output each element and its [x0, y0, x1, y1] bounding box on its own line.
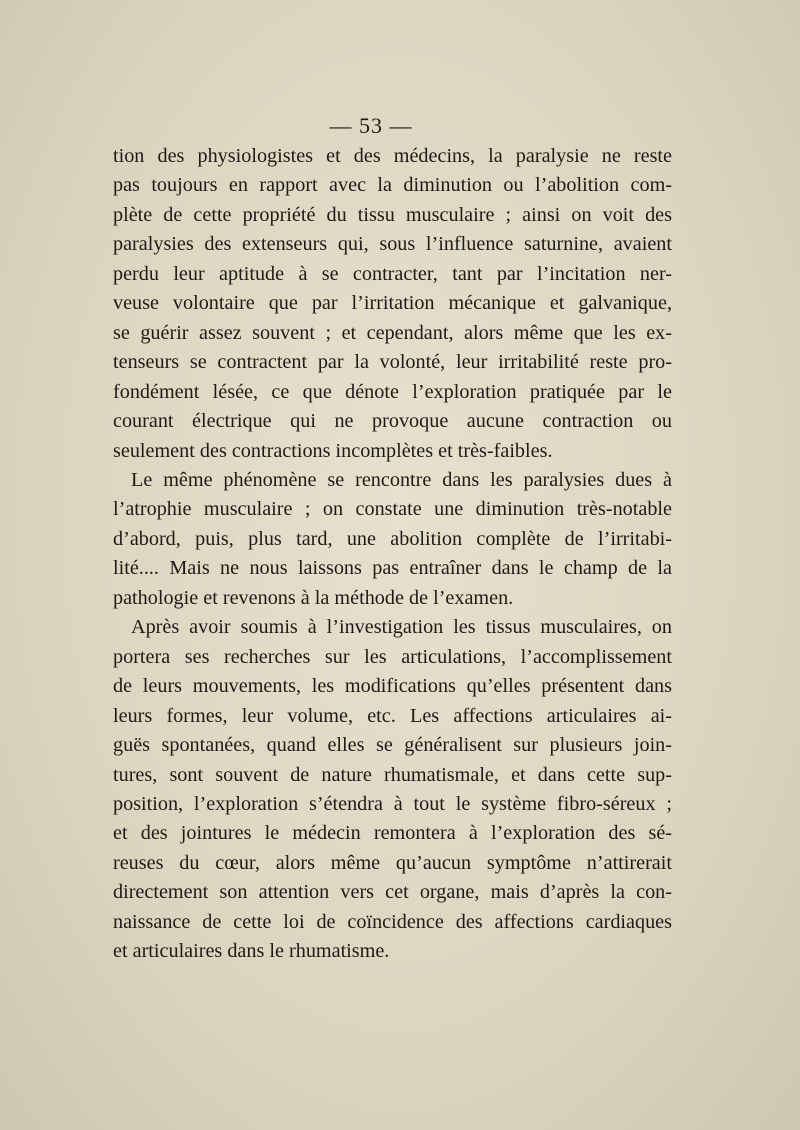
text-line: d’abord, puis, plus tard, une abolition complète de l’irritabi- — [113, 527, 672, 550]
text-line: courant électrique qui ne provoque aucune contraction ou — [113, 410, 672, 433]
text-line: et articulaires dans le rhumatisme. — [113, 940, 390, 963]
text-line: veuse volontaire que par l’irritation mécanique et galvanique, — [113, 292, 672, 315]
text-line: et des jointures le médecin remontera à l’exploration des sé- — [113, 822, 672, 845]
text-line: pas toujours en rapport avec la diminution ou l’abolition com- — [113, 174, 672, 197]
paragraph-3 — [113, 613, 672, 966]
text-line: pathologie et revenons à la méthode de l’examen. — [113, 586, 514, 609]
text-line: tion des physiologistes et des médecins, la paralysie ne reste — [113, 145, 672, 167]
text-line: Le même phénomène se rencontre dans les paralysies dues à — [131, 468, 672, 491]
text-line: de leurs mouvements, les modifications qu’elles présentent dans — [113, 675, 672, 698]
text-line: se guérir assez souvent ; et cependant, alors même que les ex- — [113, 321, 672, 344]
text-line: lité.... Mais ne nous laissons pas entraîner dans le champ de la — [113, 557, 672, 580]
text-line: tenseurs se contractent par la volonté, leur irritabilité reste pro- — [113, 351, 672, 374]
text-line: position, l’exploration s’étendra à tout le système fibro-séreux ; — [113, 792, 672, 815]
text-line: perdu leur aptitude à se contracter, tant par l’incitation ner- — [113, 262, 672, 285]
text-line: fondément lésée, ce que dénote l’exploration pratiquée par le — [113, 380, 672, 403]
text-line: naissance de cette loi de coïncidence des affections cardiaques — [113, 910, 672, 933]
text-line: leurs formes, leur volume, etc. Les affections articulaires ai- — [113, 704, 672, 727]
text-line: portera ses recherches sur les articulations, l’accomplissement — [113, 645, 672, 668]
text-line: guës spontanées, quand elles se généralisent sur plusieurs join- — [113, 734, 672, 757]
text-line: directement son attention vers cet organe, mais d’après la con- — [113, 881, 672, 904]
paragraph-1 — [113, 142, 672, 466]
body-text — [113, 142, 672, 967]
text-line: paralysies des extenseurs qui, sous l’influence saturnine, avaient — [113, 233, 672, 256]
text-line: plète de cette propriété du tissu musculaire ; ainsi on voit des — [113, 203, 672, 226]
text-line: seulement des contractions incomplètes et très-faibles. — [113, 439, 553, 462]
paragraph-2 — [113, 466, 672, 613]
text-line: Après avoir soumis à l’investigation les tissus musculaires, on — [131, 616, 672, 639]
text-line: reuses du cœur, alors même qu’aucun symptôme n’attirerait — [113, 851, 672, 874]
text-line: l’atrophie musculaire ; on constate une diminution très-notable — [113, 498, 672, 521]
text-line: tures, sont souvent de nature rhumatismale, et dans cette sup- — [113, 763, 672, 786]
page-number: — 53 — — [329, 113, 413, 138]
